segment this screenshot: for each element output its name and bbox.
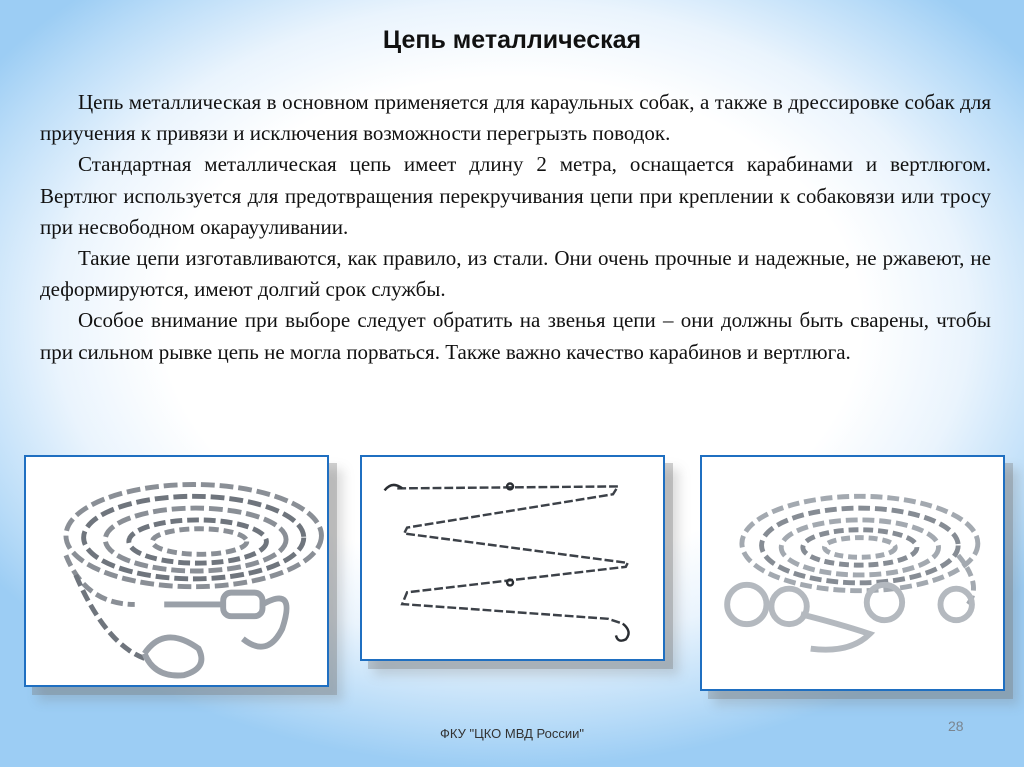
- footer-organization: ФКУ "ЦКО МВД России": [440, 726, 584, 741]
- chain-zigzag-icon: [362, 457, 663, 659]
- paragraph-4: Особое внимание при выборе следует обратить на звенья цепи – они должны быть сварены, чтобы при сильном рывке цепь не могла порваться. Также важно качество карабинов и вертлюга.: [40, 308, 991, 364]
- paragraph-2: Стандартная металлическая цепь имеет длину 2 метра, оснащается карабинами и вертлюгом. Вертлюг используется для предотвращения перекручивания цепи при креплении к собаковязи или тросу при несвободном окараууливании.: [40, 152, 991, 239]
- photo-coiled-chain: [24, 455, 329, 687]
- chain-rings-icon: [702, 457, 1003, 689]
- page-number: 28: [948, 718, 964, 734]
- paragraph-3: Такие цепи изготавливаются, как правило, из стали. Они очень прочные и надежные, не ржавеют, не деформируются, имеют долгий срок службы.: [40, 246, 991, 302]
- slide-body: [40, 87, 991, 368]
- chain-coil-icon: [26, 457, 327, 685]
- photo-chain-with-rings: [700, 455, 1005, 691]
- paragraph-1: Цепь металлическая в основном применяется для караульных собак, а также в дрессировке собак для приучения к привязи и исключения возможности перегрызть поводок.: [40, 90, 991, 146]
- slide-title: Цепь металлическая: [382, 26, 642, 54]
- photo-zigzag-chain: [360, 455, 665, 661]
